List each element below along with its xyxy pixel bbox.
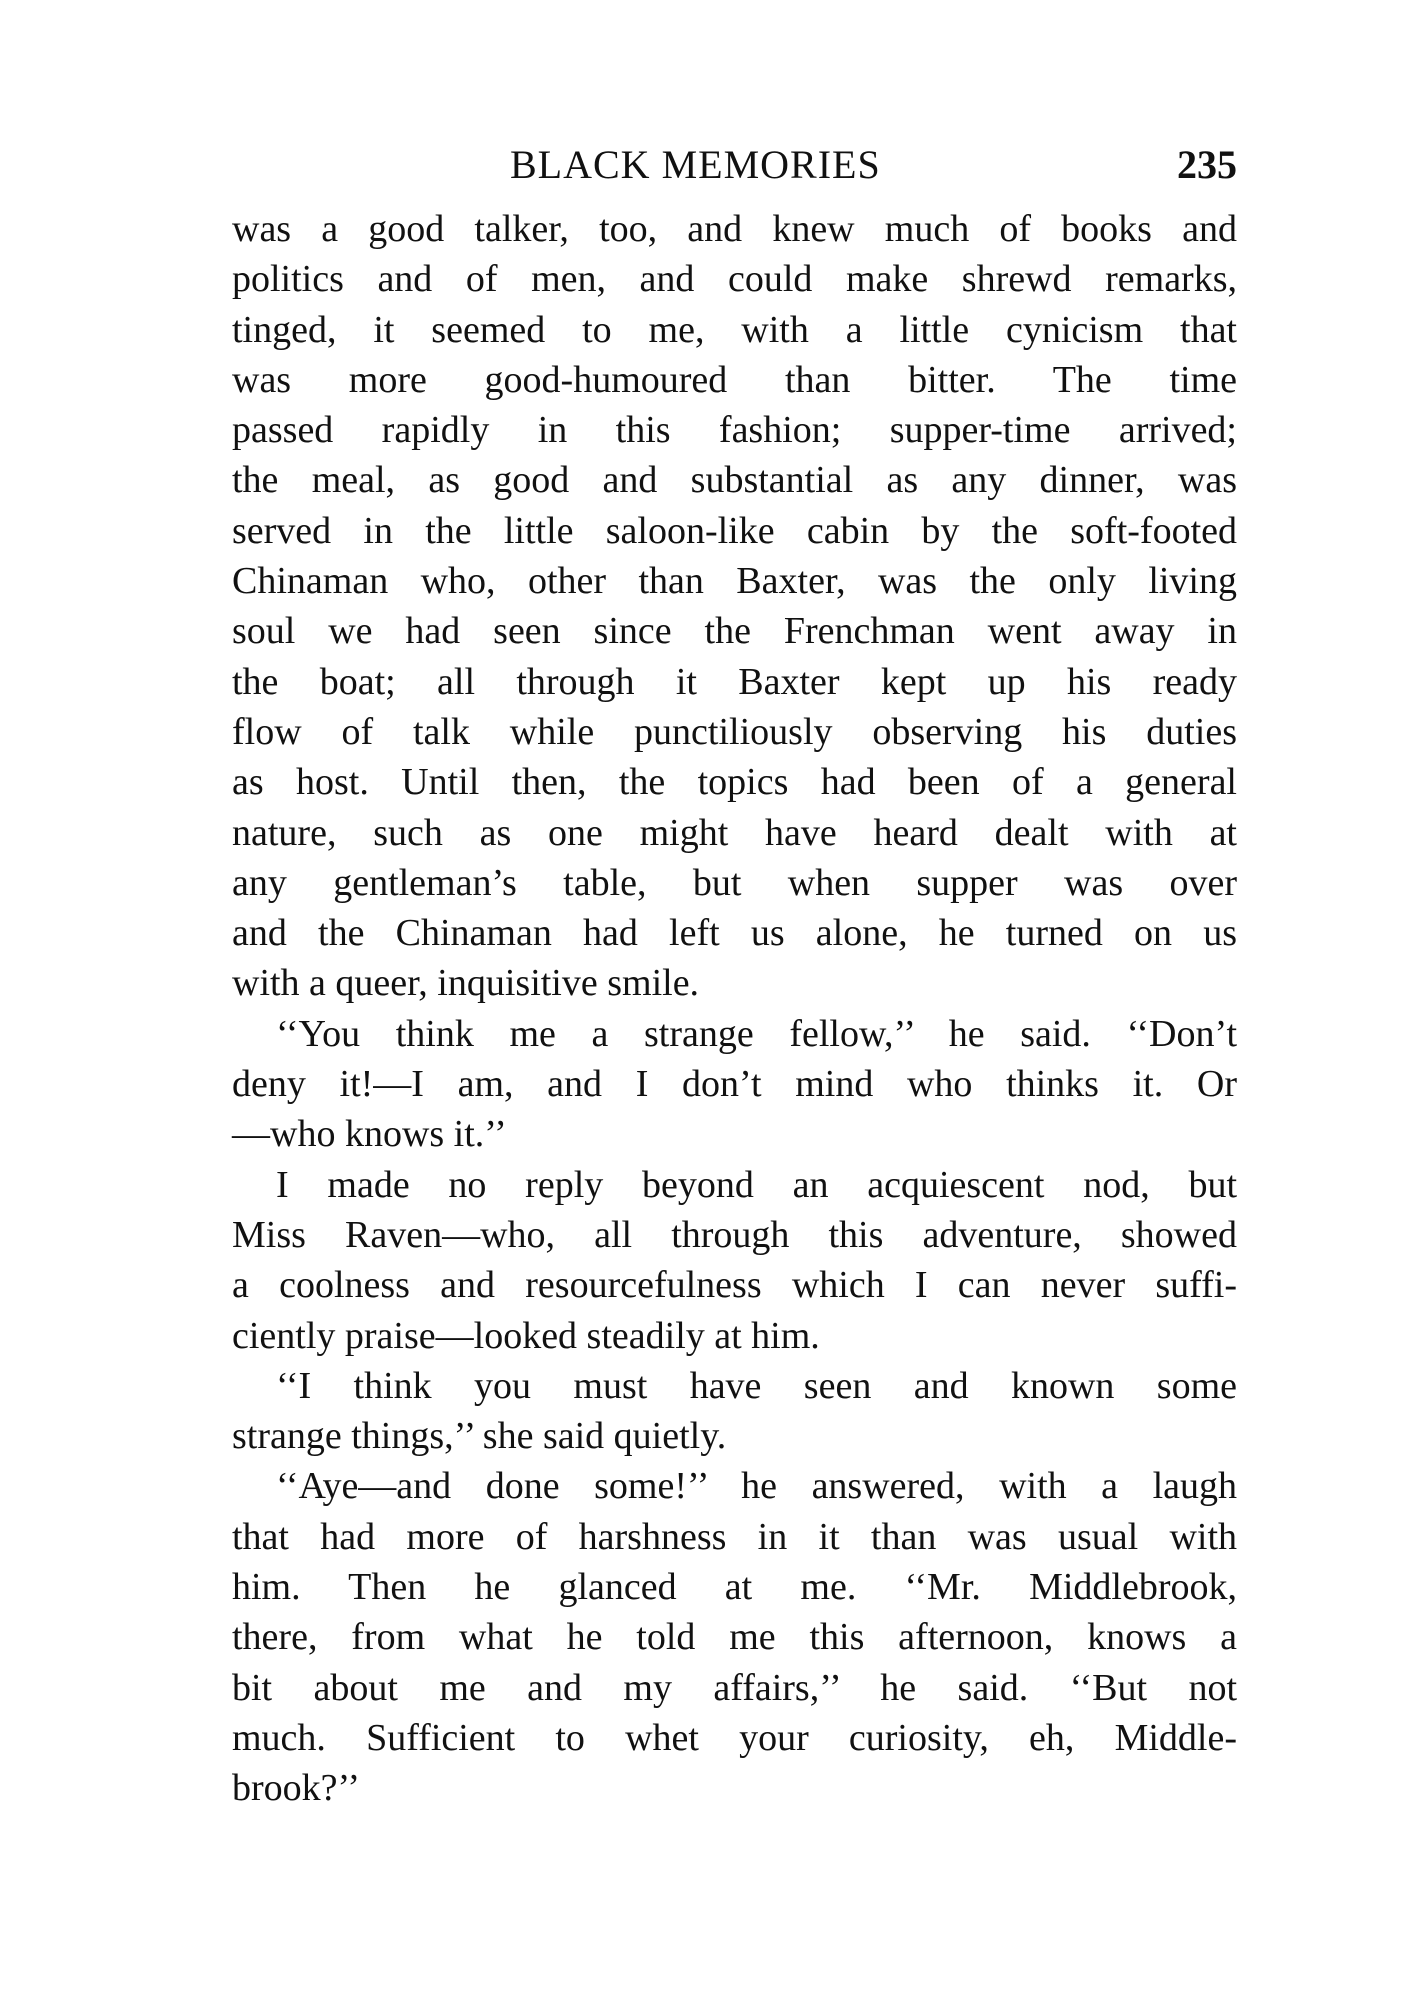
text-line: served in the little saloon-like cabin by the soft-footed [232,509,1237,552]
text-line: bit about me and my affairs,’’ he said. ‘‘But not [232,1666,1237,1709]
text-line: passed rapidly in this fashion; supper-time arrived; [232,409,1237,452]
text-line: that had more of harshness in it than was usual with [232,1515,1237,1558]
body-text [232,204,1237,1814]
text-line: politics and of men, and could make shrewd remarks, [232,258,1237,301]
text-line: I made no reply beyond an acquiescent nod, but [276,1163,1237,1206]
text-line: with a queer, inquisitive smile. [232,962,700,1005]
text-line: flow of talk while punctiliously observing his duties [232,710,1237,753]
text-line: him. Then he glanced at me. ‘‘Mr. Middlebrook, [232,1566,1237,1609]
text-line: any gentleman’s table, but when supper was over [232,861,1237,904]
text-line: the meal, as good and substantial as any dinner, was [232,459,1237,502]
running-title: BLACK MEMORIES [510,142,881,187]
text-line: there, from what he told me this afternoon, knows a [232,1616,1237,1659]
text-line: the boat; all through it Baxter kept up his ready [232,660,1237,703]
text-line: nature, such as one might have heard dealt with at [232,811,1237,854]
text-line: much. Sufficient to whet your curiosity, eh, Middle- [232,1716,1237,1759]
text-line: strange things,’’ she said quietly. [232,1415,727,1458]
text-line: Chinaman who, other than Baxter, was the only living [232,560,1237,603]
text-line: —who knows it.’’ [232,1113,507,1156]
text-line: and the Chinaman had left us alone, he turned on us [232,912,1237,955]
text-line: deny it!—I am, and I don’t mind who thinks it. Or [232,1063,1237,1106]
text-line: brook?’’ [232,1767,361,1810]
text-line: Miss Raven—who, all through this adventure, showed [232,1213,1237,1256]
page-number: 235 [1177,142,1237,187]
text-line: ‘‘Aye—and done some!’’ he answered, with a laugh [276,1465,1237,1508]
text-line: a coolness and resourcefulness which I can never suffi- [232,1264,1237,1307]
text-line: tinged, it seemed to me, with a little cynicism that [232,308,1237,351]
text-line: was a good talker, too, and knew much of books and [232,208,1237,250]
text-line: ciently praise—looked steadily at him. [232,1314,820,1357]
text-line: was more good-humoured than bitter. The time [232,358,1237,401]
text-line: ‘‘You think me a strange fellow,’’ he said. ‘‘Don’t [276,1012,1237,1055]
text-line: as host. Until then, the topics had been of a general [232,761,1237,804]
text-line: soul we had seen since the Frenchman went away in [232,610,1237,653]
running-head [232,140,1237,190]
text-line: ‘‘I think you must have seen and known some [276,1364,1237,1407]
